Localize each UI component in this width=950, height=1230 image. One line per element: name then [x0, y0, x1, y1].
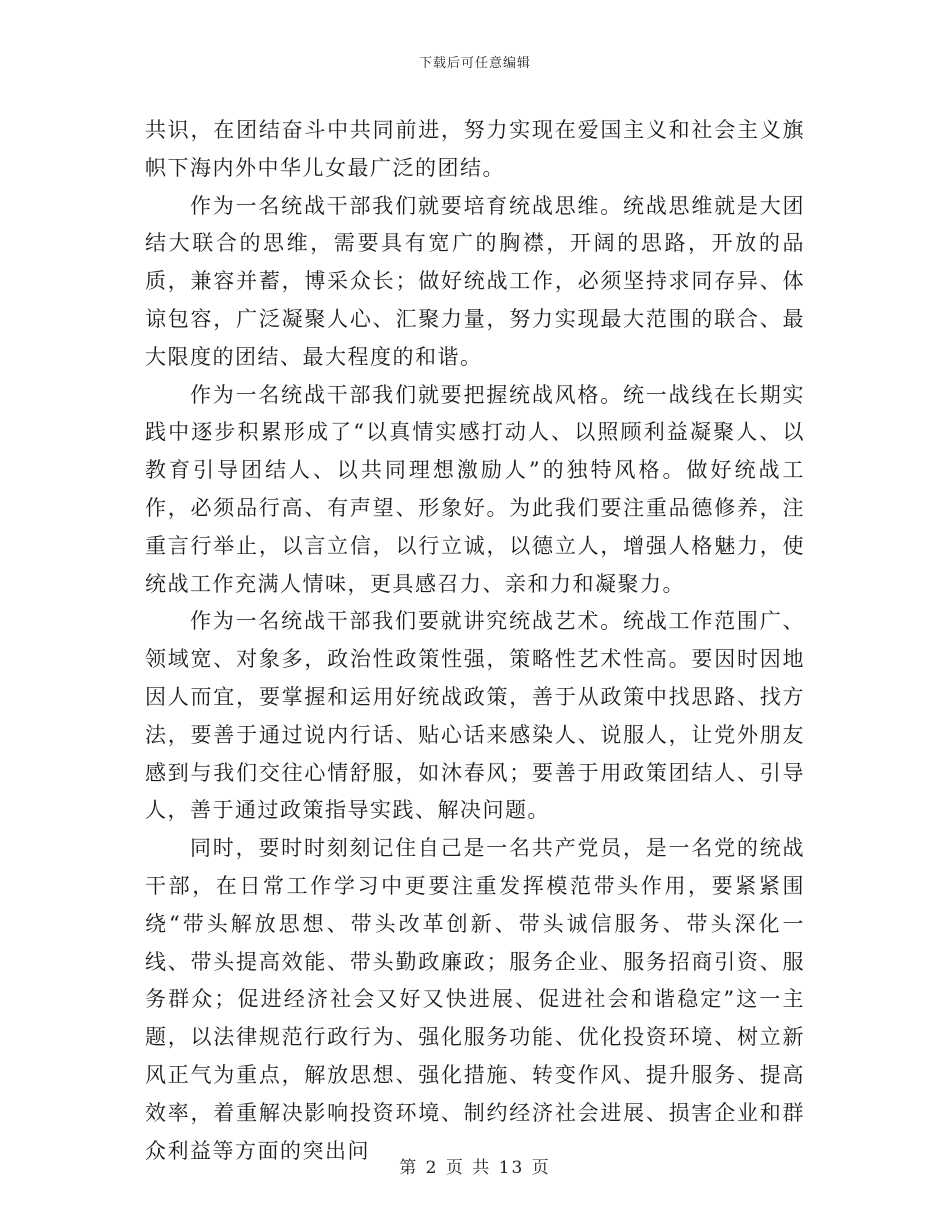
paragraph-continuation: 共识，在团结奋斗中共同前进，努力实现在爱国主义和社会主义旗帜下海内外中华儿女最广泛的团结。	[145, 118, 805, 180]
page-number: 第 2 页 共 13 页	[399, 1158, 551, 1178]
paragraph-united-front-art: 作为一名统战干部我们要就讲究统战艺术。统战工作范围广、领域宽、对象多，政治性政策性强，策略性艺术性高。要因时因地因人而宜，要掌握和运用好统战政策，善于从政策中找思路、找方法，要善于通过说内行话、贴心话来感染人、说服人，让党外朋友感到与我们交往心情舒服，如沐春风；要善于用政策团结人、引导人，善于通过政策指导实践、解决问题。	[145, 609, 805, 823]
header-note: 下载后可任意编辑	[418, 56, 531, 71]
paragraph-united-front-style: 作为一名统战干部我们就要把握统战风格。统一战线在长期实践中逐步积累形成了“以真情实感打动人、以照顾利益凝聚人、以教育引导团结人、以共同理想激励人”的独特风格。做好统战工作，必须品行高、有声望、形象好。为此我们要注重品德修养，注重言行举止，以言立信，以行立诚，以德立人，增强人格魅力，使统战工作充满人情味，更具感召力、亲和力和凝聚力。	[145, 382, 805, 596]
paragraph-united-front-thinking: 作为一名统战干部我们就要培育统战思维。统战思维就是大团结大联合的思维，需要具有宽广的胸襟，开阔的思路，开放的品质，兼容并蓄，博采众长；做好统战工作，必须坚持求同存异、体谅包容，广泛凝聚人心、汇聚力量，努力实现最大范围的联合、最大限度的团结、最大程度的和谐。	[145, 193, 805, 369]
paragraph-party-member-role: 同时，要时时刻刻记住自己是一名共产党员，是一名党的统战干部，在日常工作学习中更要注重发挥模范带头作用，要紧紧围绕“带头解放思想、带头改革创新、带头诚信服务、带头深化一线、带头提高效能、带头勤政廉政；服务企业、服务招商引资、服务群众；促进经济社会又好又快进展、促进社会和谐稳定”这一主题，以法律规范行政行为、强化服务功能、优化投资环境、树立新风正气为重点，解放思想、强化措施、转变作风、提升服务、提高效率，着重解决影响投资环境、制约经济社会进展、损害企业和群众利益等方面的突出问	[145, 836, 805, 1163]
document-body	[145, 112, 805, 1170]
